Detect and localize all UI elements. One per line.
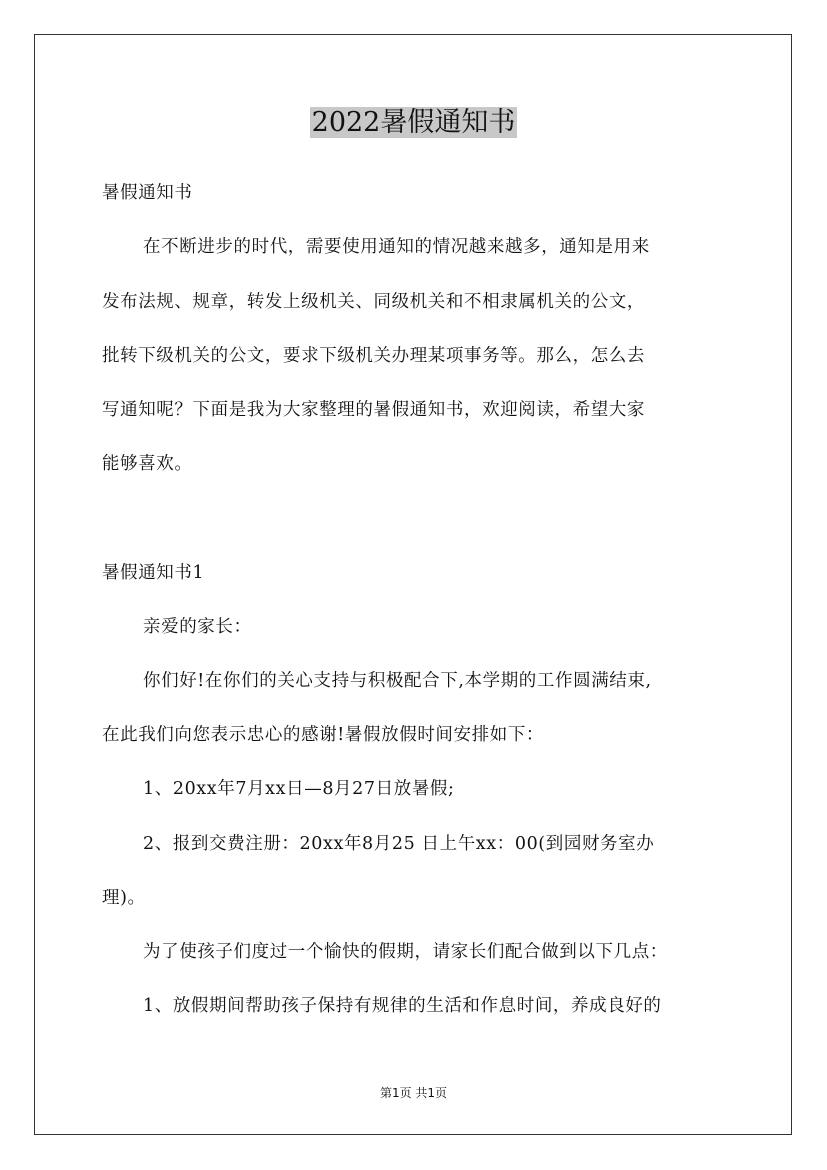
document-title-text: 2022暑假通知书 xyxy=(311,107,516,138)
intro-line-4: 写通知呢？下面是我为大家整理的暑假通知书，欢迎阅读，希望大家 xyxy=(102,400,645,420)
section-heading: 暑假通知书1 xyxy=(102,563,205,583)
intro-line-2: 发布法规、规章，转发上级机关、同级机关和不相隶属机关的公文， xyxy=(102,292,645,312)
body-line-7: 1、放假期间帮助孩子保持有规律的生活和作息时间，养成良好的 xyxy=(143,996,662,1016)
document-title xyxy=(0,104,827,142)
body-line-5: 理)。 xyxy=(102,888,146,908)
greeting-line: 亲爱的家长： xyxy=(143,617,252,637)
intro-line-3: 批转下级机关的公文，要求下级机关办理某项事务等。那么，怎么去 xyxy=(102,346,645,366)
body-line-6: 为了使孩子们度过一个愉快的假期，请家长们配合做到以下几点： xyxy=(143,942,668,962)
intro-line-5: 能够喜欢。 xyxy=(102,454,193,474)
document-subtitle: 暑假通知书 xyxy=(102,183,193,203)
body-line-2: 在此我们向您表示忠心的感谢!暑假放假时间安排如下： xyxy=(102,725,545,745)
intro-line-1: 在不断进步的时代，需要使用通知的情况越来越多，通知是用来 xyxy=(143,237,650,257)
body-line-3: 1、20xx年7月xx日—8月27日放暑假; xyxy=(143,779,455,799)
body-line-4: 2、报到交费注册：20xx年8月25 日上午xx：00(到园财务室办 xyxy=(143,834,655,854)
page-number-footer: 第1页 共1页 xyxy=(379,1086,448,1100)
body-line-1: 你们好!在你们的关心支持与积极配合下,本学期的工作圆满结束, xyxy=(143,671,652,691)
